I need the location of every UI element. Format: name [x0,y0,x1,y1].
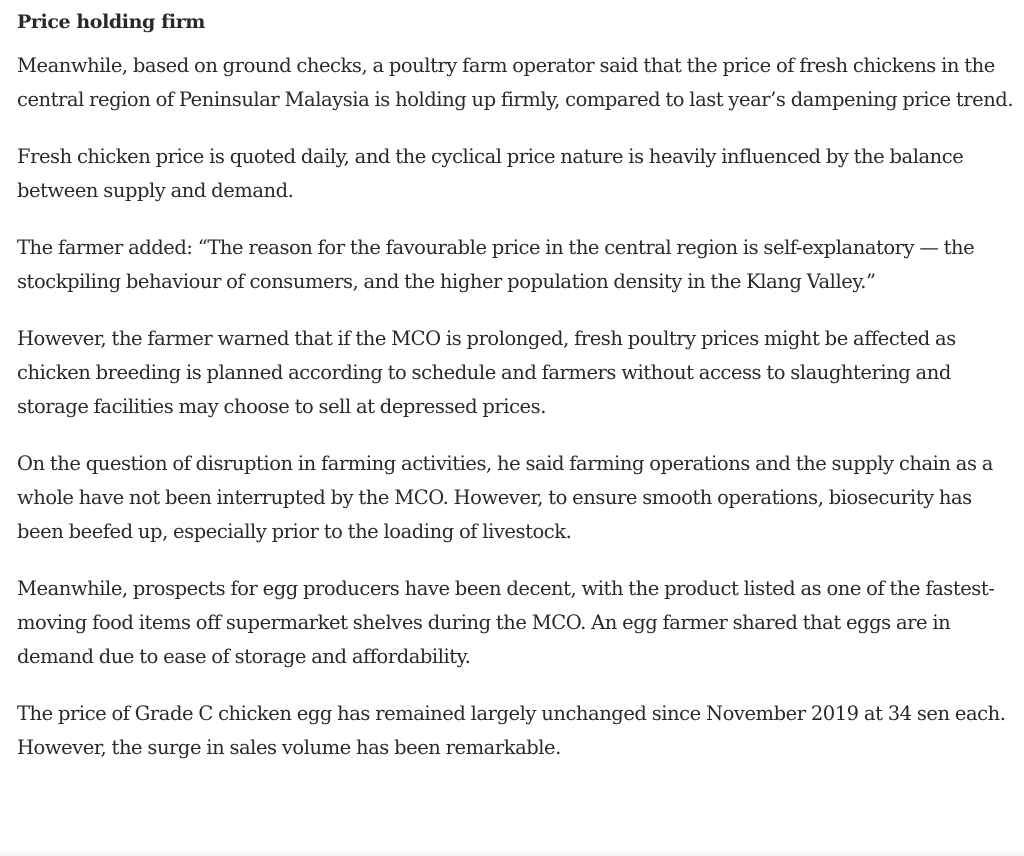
paragraph: However, the farmer warned that if the MCO is prolonged, fresh poultry prices might be affected as chicken breeding is planned according to schedule and farmers without access to slaughtering and storage facilities may choose to sell at depressed prices. [17,327,956,418]
paragraph: The farmer added: “The reason for the favourable price in the central region is self-explanatory — the stockpiling behaviour of consumers, and the higher population density in the Klang Valley.” [17,236,975,293]
section-heading: Price holding firm [17,11,206,33]
paragraph: Meanwhile, prospects for egg producers have been decent, with the product listed as one of the fastest-moving food items off supermarket shelves during the MCO. An egg farmer shared that eggs are in demand due to ease of storage and affordability. [17,577,995,668]
paragraph: The price of Grade C chicken egg has remained largely unchanged since November 2019 at 34 sen each. However, the surge in sales volume has been remarkable. [17,702,1006,759]
paragraph: Fresh chicken price is quoted daily, and the cyclical price nature is heavily influenced by the balance between supply and demand. [17,145,964,202]
bottom-edge-shadow [0,850,1024,856]
paragraph: Meanwhile, based on ground checks, a poultry farm operator said that the price of fresh chickens in the central region of Peninsular Malaysia is holding up firmly, compared to last year’s dampening price trend. [17,54,1014,111]
paragraph: On the question of disruption in farming activities, he said farming operations and the supply chain as a whole have not been interrupted by the MCO. However, to ensure smooth operations, biosecurity has been beefed up, especially prior to the loading of livestock. [17,452,993,543]
article-body [17,0,1017,765]
